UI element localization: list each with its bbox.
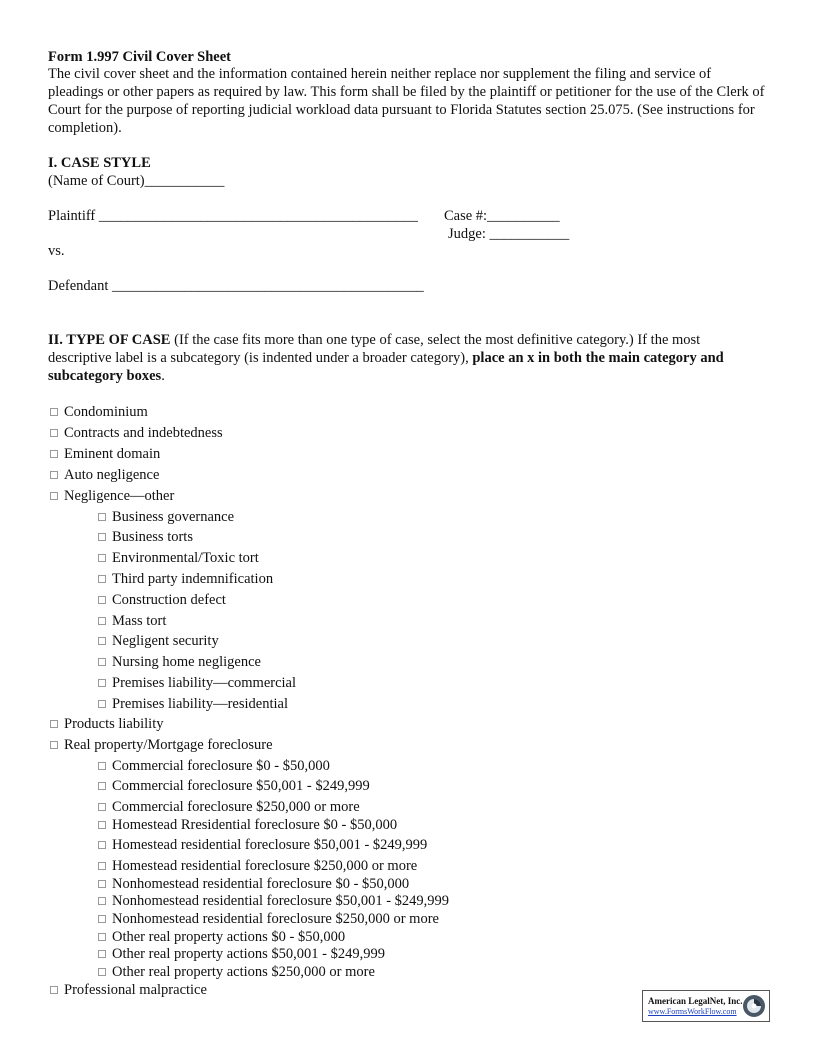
category-item[interactable]: Real property/Mortgage foreclosure [50,738,273,753]
checkbox-icon[interactable] [50,471,58,479]
category-item[interactable]: Products liability [50,717,163,732]
checkbox-icon[interactable] [50,986,58,994]
type-of-case-heading: II. TYPE OF CASE [48,332,171,348]
subcategory-item[interactable]: Commercial foreclosure $50,001 - $249,999 [98,779,370,794]
category-item[interactable]: Professional malpractice [50,983,207,998]
versus-label: vs. [48,243,65,259]
checkbox-icon[interactable] [98,897,106,905]
checkbox-icon[interactable] [50,720,58,728]
subcategory-item[interactable]: Homestead residential foreclosure $250,000 or more [98,859,417,874]
checkbox-icon[interactable] [98,637,106,645]
subcategory-item[interactable]: Other real property actions $50,001 - $249,999 [98,947,385,962]
subcategory-item[interactable]: Negligent security [98,634,219,649]
category-item[interactable]: Eminent domain [50,447,160,462]
case-number-field[interactable]: Case #:__________ [444,208,560,224]
checkbox-icon[interactable] [98,821,106,829]
checkbox-icon[interactable] [98,862,106,870]
checkbox-icon[interactable] [50,450,58,458]
checkbox-icon[interactable] [98,700,106,708]
checkbox-icon[interactable] [50,408,58,416]
plaintiff-field[interactable]: Plaintiff ____________________________________________ [48,208,418,224]
checkbox-icon[interactable] [98,915,106,923]
subcategory-item[interactable]: Construction defect [98,593,226,608]
checkbox-icon[interactable] [50,492,58,500]
subcategory-item[interactable]: Mass tort [98,614,166,629]
category-item[interactable]: Negligence—other [50,489,174,504]
checkbox-icon[interactable] [98,880,106,888]
checkbox-icon[interactable] [50,429,58,437]
subcategory-item[interactable]: Commercial foreclosure $0 - $50,000 [98,759,330,774]
subcategory-item[interactable]: Environmental/Toxic tort [98,551,259,566]
subcategory-item[interactable]: Homestead residential foreclosure $50,001 - $249,999 [98,838,427,853]
checkbox-icon[interactable] [98,803,106,811]
subcategory-item[interactable]: Nonhomestead residential foreclosure $50,001 - $249,999 [98,894,449,909]
checkbox-icon[interactable] [98,841,106,849]
checkbox-icon[interactable] [98,968,106,976]
logo-name: American LegalNet, Inc. [648,996,743,1006]
subcategory-item[interactable]: Nonhomestead residential foreclosure $250,000 or more [98,912,439,927]
subcategory-item[interactable]: Business governance [98,510,234,525]
category-item[interactable]: Contracts and indebtedness [50,426,223,441]
subcategory-item[interactable]: Homestead Rresidential foreclosure $0 - $50,000 [98,818,397,833]
checkbox-icon[interactable] [98,513,106,521]
subcategory-item[interactable]: Premises liability—commercial [98,676,296,691]
checkbox-icon[interactable] [98,596,106,604]
logo-url-link[interactable]: www.FormsWorkFlow.com [648,1007,737,1016]
judge-field[interactable]: Judge: ___________ [448,226,570,242]
form-title: Form 1.997 Civil Cover Sheet [48,49,231,65]
american-legalnet-logo[interactable] [642,990,770,1022]
category-item[interactable]: Auto negligence [50,468,159,483]
subcategory-item[interactable]: Commercial foreclosure $250,000 or more [98,800,360,815]
checkbox-icon[interactable] [50,741,58,749]
court-name-field[interactable]: (Name of Court)___________ [48,173,225,189]
subcategory-item[interactable]: Other real property actions $0 - $50,000 [98,930,345,945]
subcategory-item[interactable]: Nursing home negligence [98,655,261,670]
defendant-field[interactable]: Defendant ___________________________________________ [48,278,424,294]
subcategory-item[interactable]: Other real property actions $250,000 or more [98,965,375,980]
checkbox-icon[interactable] [98,950,106,958]
checkbox-icon[interactable] [98,762,106,770]
checkbox-icon[interactable] [98,533,106,541]
subcategory-item[interactable]: Business torts [98,530,193,545]
type-of-case-intro: II. TYPE OF CASE (If the case fits more than one type of case, select the most definitive category.) If the most descriptive label is a subcategory (is indented under a broader category), place an x in both the main category and subcategory boxes. [48,332,724,384]
category-item[interactable]: Condominium [50,405,148,420]
logo-globe-icon [742,994,766,1018]
checkbox-icon[interactable] [98,658,106,666]
checkbox-icon[interactable] [98,933,106,941]
case-style-heading: I. CASE STYLE [48,155,151,171]
checkbox-icon[interactable] [98,679,106,687]
checkbox-icon[interactable] [98,554,106,562]
subcategory-item[interactable]: Nonhomestead residential foreclosure $0 - $50,000 [98,877,409,892]
checkbox-icon[interactable] [98,617,106,625]
intro-paragraph: The civil cover sheet and the information contained herein neither replace nor supplement the filing and service of pleadings or other papers as required by law. This form shall be filed by the plaintiff or petitioner for the use of the Clerk of Court for the purpose of reporting judicial workload data pursuant to Florida Statutes section 25.075. (See instructions for completion). [48,66,765,136]
subcategory-item[interactable]: Premises liability—residential [98,697,288,712]
checkbox-icon[interactable] [98,575,106,583]
checkbox-icon[interactable] [98,782,106,790]
subcategory-item[interactable]: Third party indemnification [98,572,273,587]
